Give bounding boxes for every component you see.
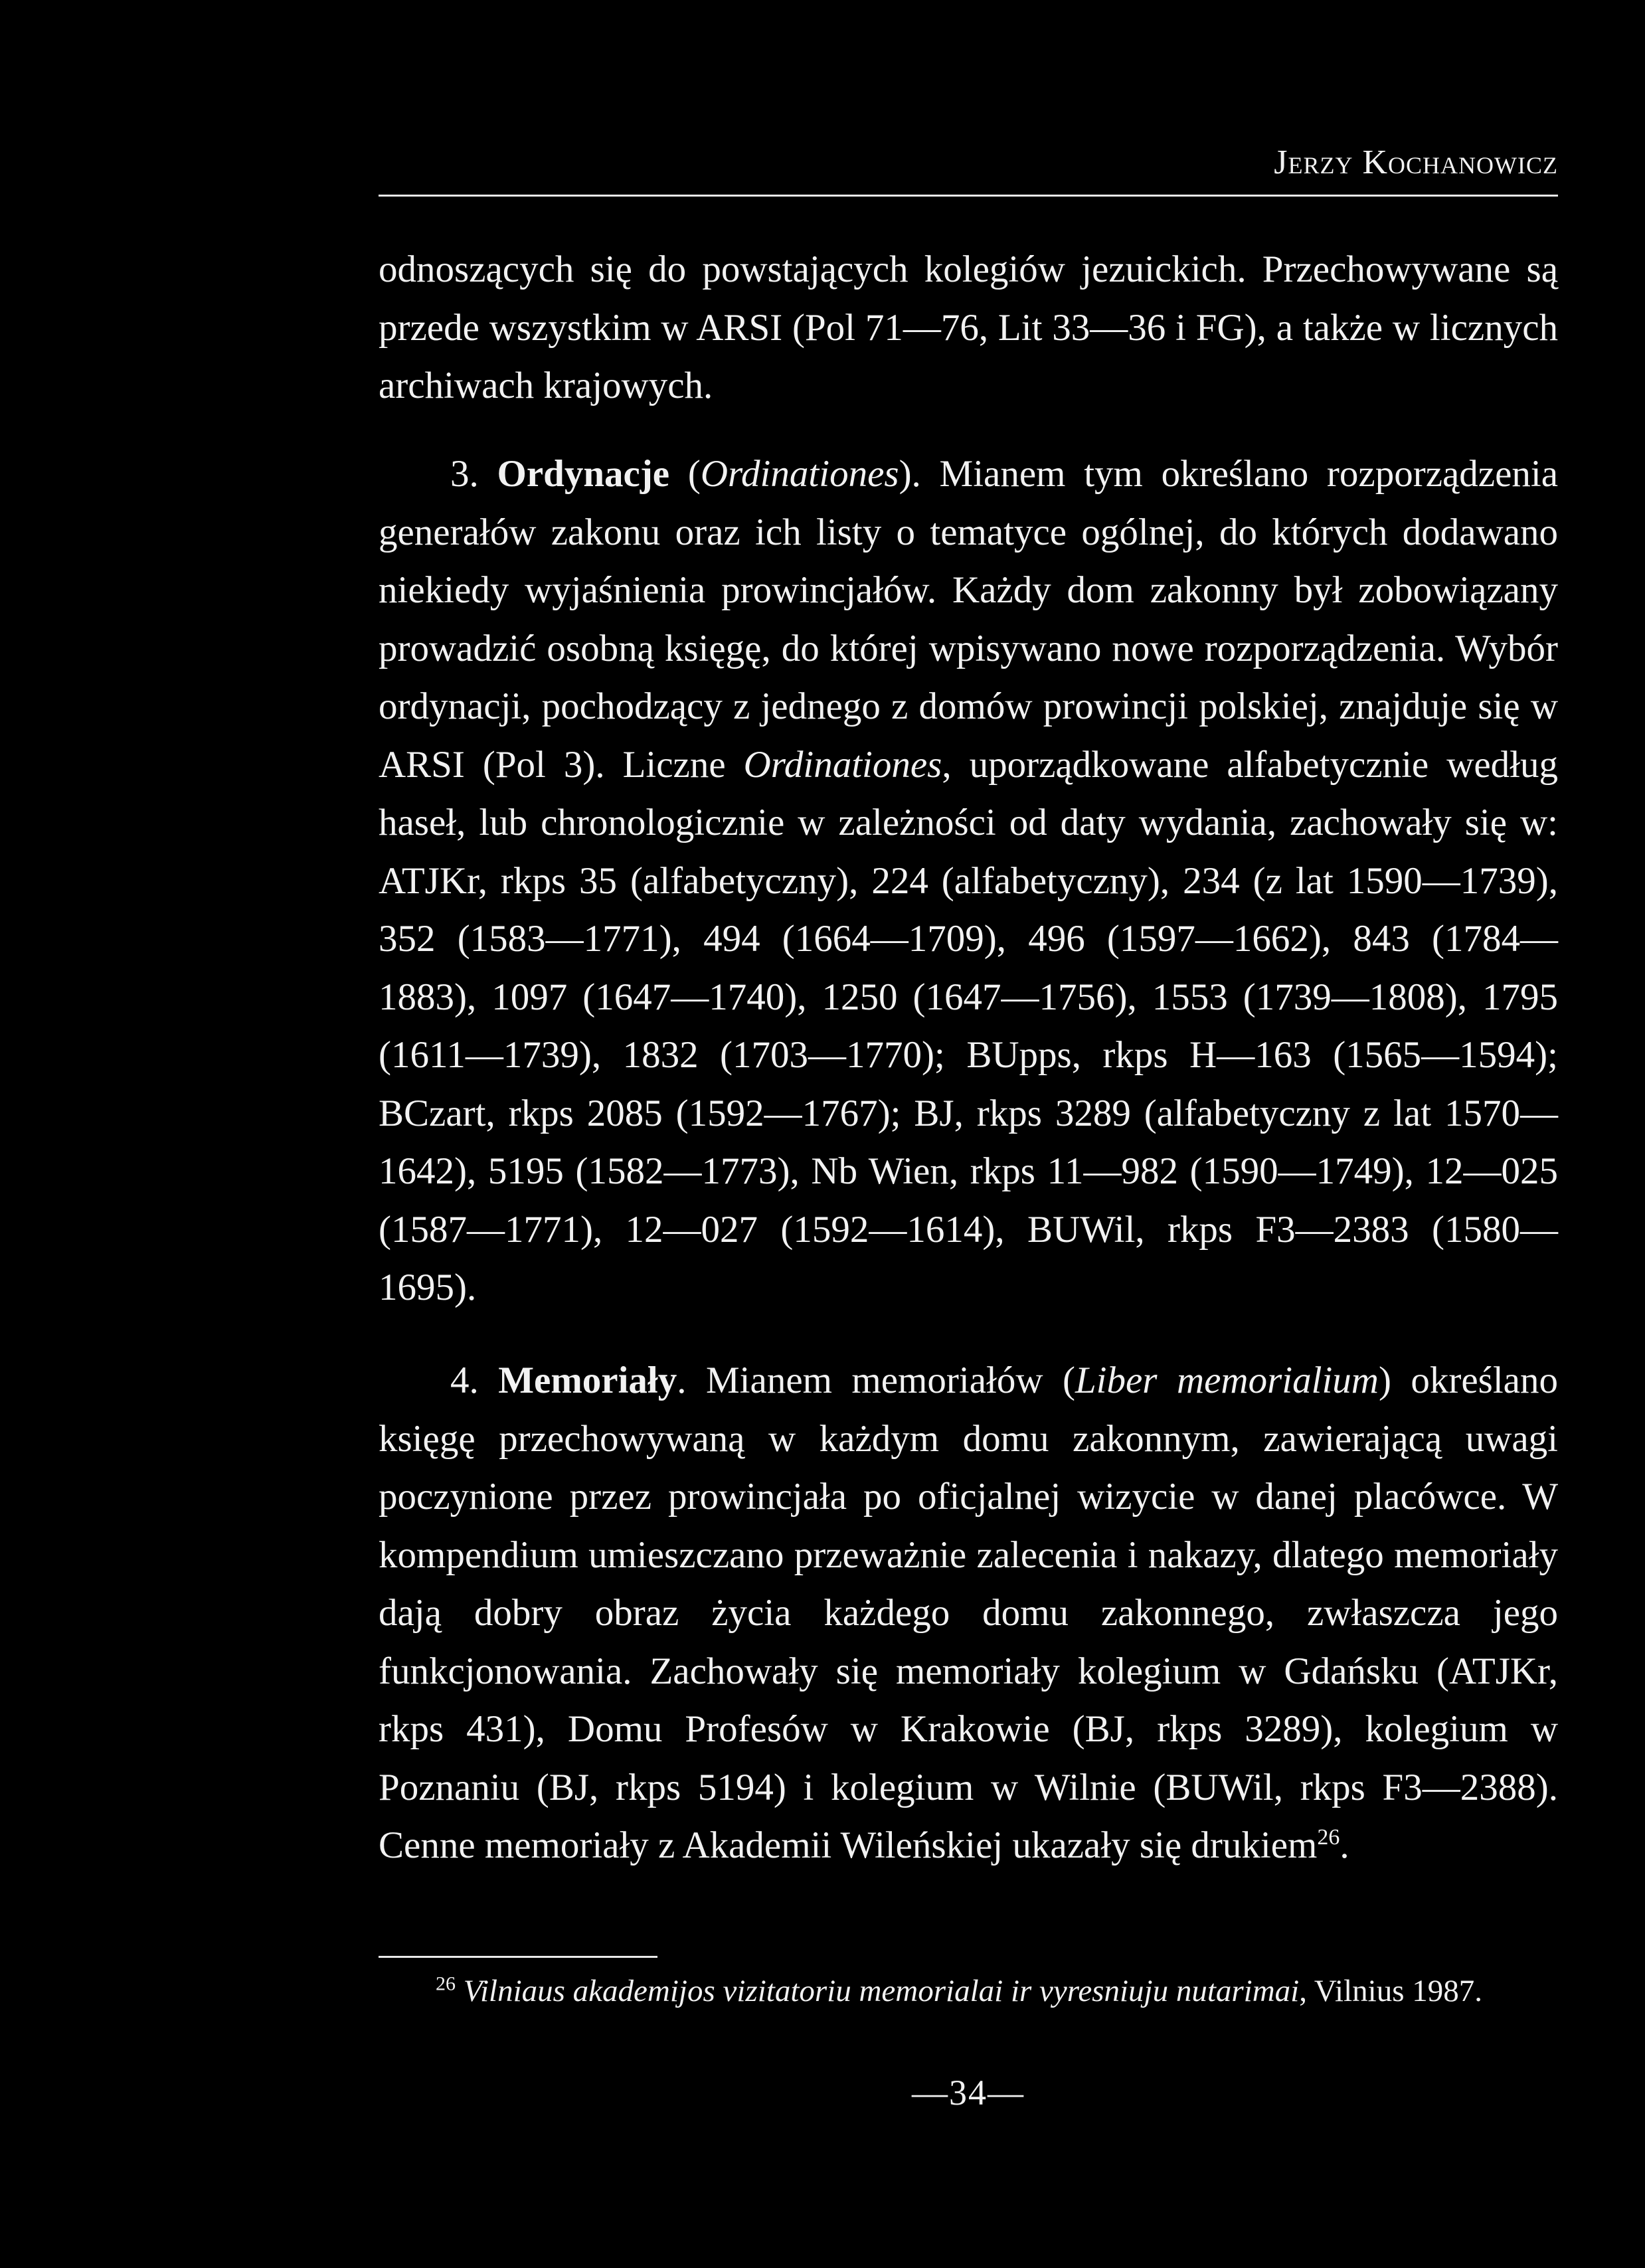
paragraph-continued-text: odnoszących się do powstających kolegiów jezuickich. Przechowywane są przede wszystkim w ARSI (Pol 71—76, Lit 33—36 i FG), a także w licznych archiwach krajowych. xyxy=(379,248,1558,406)
section-paren-open: ( xyxy=(669,453,701,495)
section-ordynacje-paragraph xyxy=(379,445,1558,1317)
footnote-rule xyxy=(379,1956,657,1958)
section-number: 3. xyxy=(450,453,479,495)
section-text-part-a: ) określano księgę przechowywaną w każdym domu zakonnym, zawierającą uwagi poczynione przez prowincjała po oficjalnej wizycie w danej placówce. W kompendium umieszczano przeważnie zalecenia i nakazy, dlatego memoriały dają dobry obraz życia każdego domu zakonnego, zwłaszcza jego funkcjonowania. Zachowały się memoriały kolegium w Gdańsku (ATJKr, rkps 431), Domu Profesów w Krakowie (BJ, rkps 3289), kolegium w Poznaniu (BJ, rkps 5194) i kolegium w Wilnie (BUWil, rkps F3—2388). Cenne memoriały z Akademii Wileńskiej ukazały się drukiem xyxy=(379,1359,1558,1866)
section-heading: Ordynacje xyxy=(497,453,670,495)
section-text-part-a: Mianem tym określano rozporządzenia generałów zakonu oraz ich listy o tematyce ogólnej, do których dodawano niekiedy wyjaśnienia prowincjałów. Każdy dom zakonny był zobowiązany prowadzić osobną księgę, do której wpisywano nowe rozporządzenia. Wybór ordynacji, pochodzący z jednego z domów prowincji polskiej, znajduje się w ARSI (Pol 3). Liczne xyxy=(379,453,1559,786)
section-memorialy xyxy=(379,1352,1558,1875)
section-heading: Memoriały xyxy=(498,1359,677,1401)
header-rule xyxy=(379,195,1558,197)
section-text-part-b: , uporządkowane alfabetycznie według haseł, lub chronologicznie w zależności od daty wydania, zachowały się w: ATJKr, rkps 35 (alfabetyczny), 224 (alfabetyczny), 234 (z lat 1590—1739), 352 (1583—1771), 494 (1664—1709), 496 (1597—1662), 843 (1784—1883), 1097 (1647—1740), 1250 (1647—1756), 1553 (1739—1808), 1795 (1611—1739), 1832 (1703—1770); BUpps, rkps H—163 (1565—1594); BCzart, rkps 2085 (1592—1767); BJ, rkps 3289 (alfabetyczny z lat 1570—1642), 5195 (1582—1773), Nb Wien, rkps 11—982 (1590—1749), 12—025 (1587—1771), 12—027 (1592—1614), BUWil, rkps F3—2383 (1580—1695). xyxy=(379,743,1558,1308)
section-memorialy-paragraph xyxy=(379,1352,1558,1875)
footnote-number: 26 xyxy=(436,1972,456,1995)
section-ordynacje xyxy=(379,445,1558,1317)
section-latin-term: Ordinationes xyxy=(700,453,899,495)
section-text-intro: . Mianem memoriałów ( xyxy=(677,1359,1075,1401)
section-number: 4. xyxy=(450,1359,479,1401)
footnote xyxy=(379,1968,1558,2014)
footnote-title: Vilniaus akademijos vizitatoriu memorialai ir vyresniuju nutarimai xyxy=(463,1974,1300,2008)
page-number: —34— xyxy=(912,2073,1025,2113)
running-head-author: Jerzy Kochanowicz xyxy=(1274,143,1558,181)
section-latin-term-2: Ordinationes xyxy=(743,743,942,786)
section-text-end: . xyxy=(1340,1824,1349,1866)
paragraph-continued xyxy=(379,240,1558,415)
footnote-rest: , Vilnius 1987. xyxy=(1299,1974,1482,2008)
footnote-reference: 26 xyxy=(1317,1825,1340,1850)
section-paren-close: ). xyxy=(899,453,940,495)
section-latin-term: Liber memorialium xyxy=(1075,1359,1379,1401)
